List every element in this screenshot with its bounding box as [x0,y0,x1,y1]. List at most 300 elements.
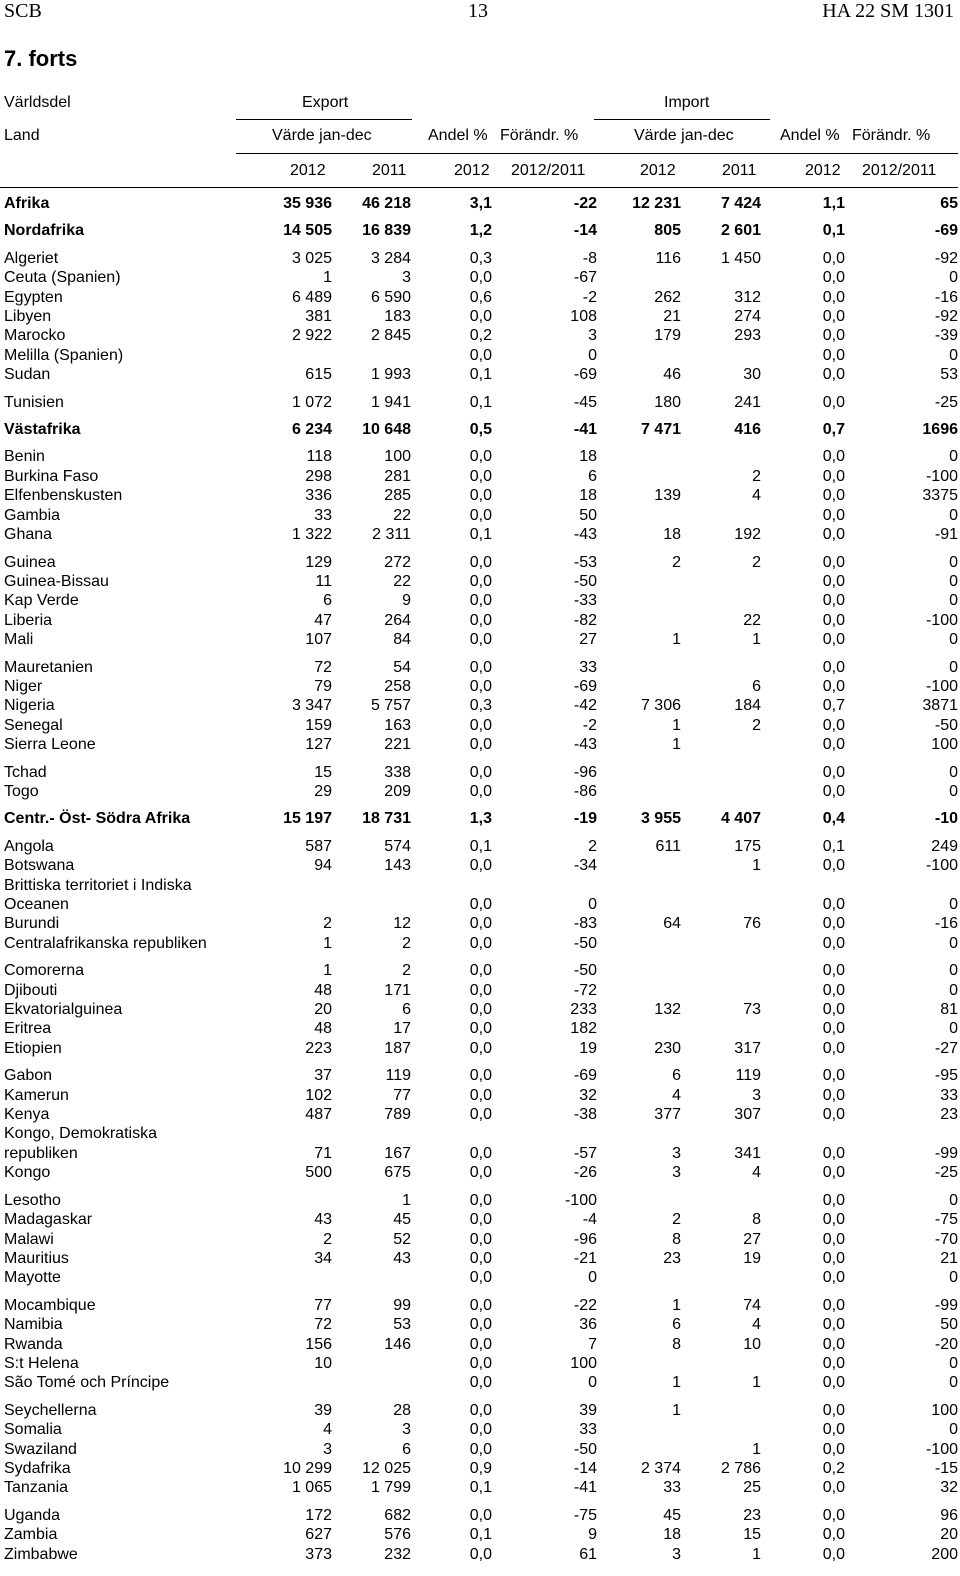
country-name: Kenya [4,1106,50,1124]
value-cell: 183 [384,308,411,326]
value-cell: 338 [384,763,411,781]
value-cell: 2 [752,716,761,734]
table-row [0,506,958,525]
value-cell: 12 025 [362,1459,411,1477]
country-name: Tchad [4,763,47,781]
value-cell: 0,0 [469,981,492,999]
value-cell: 1,3 [469,810,492,828]
value-cell: -25 [934,1164,958,1182]
value-cell: 0,0 [469,467,492,485]
value-cell: 10 648 [362,421,411,439]
country-name: Comorerna [4,962,85,980]
value-cell: 241 [734,393,761,411]
value-cell: 6 [323,592,332,610]
value-cell: -19 [573,810,597,828]
country-name: Ceuta (Spanien) [4,269,121,287]
country-name: Mayotte [4,1269,61,1287]
value-cell: 3 [402,1421,411,1439]
country-name: Libyen [4,308,52,326]
value-cell: 76 [743,915,761,933]
table-row [0,439,958,466]
value-cell: 102 [305,1086,332,1104]
country-name: Oceanen [4,896,69,913]
value-cell: 139 [654,487,681,505]
value-cell: 0,0 [822,269,845,287]
value-cell: 35 936 [283,195,332,212]
value-cell: 373 [305,1545,332,1563]
value-cell: 0,0 [469,1230,492,1248]
value-cell: 0,0 [822,1526,845,1544]
value-cell: 1 [672,1374,681,1392]
value-cell: 0,0 [822,1269,845,1287]
value-cell: 127 [305,736,332,754]
value-cell: -2 [582,288,597,306]
table-row [0,876,958,895]
value-cell [597,876,681,895]
value-cell: 0,3 [469,249,492,267]
value-cell: 52 [393,1230,411,1248]
value-cell: 298 [305,467,332,485]
table-row [0,801,958,828]
value-cell: -22 [573,195,597,212]
table-row [0,326,958,345]
country-name: Elfenbenskusten [4,487,123,505]
value-cell: 45 [393,1211,411,1229]
value-cell: -100 [925,677,958,695]
table-row [0,1249,958,1268]
value-cell: 33 [314,506,332,524]
value-cell: 0,0 [469,448,492,466]
value-cell: 15 [743,1526,761,1544]
year-exp-2011: 2011 [372,162,407,179]
country-name: Mocambique [4,1296,96,1314]
value-cell: 0,0 [469,716,492,734]
country-name: Guinea-Bissau [4,572,109,590]
value-cell: 45 [663,1506,681,1524]
country-name: Eritrea [4,1020,52,1038]
value-cell: 4 [323,1421,332,1439]
value-cell: 39 [314,1401,332,1419]
table-row [0,650,958,677]
value-cell: 0,0 [469,1506,492,1524]
value-cell: 0,0 [469,1067,492,1085]
value-cell: -50 [934,716,958,734]
value-cell [597,611,681,630]
table-row [0,1105,958,1124]
value-cell: 0,0 [822,611,845,629]
table-row [0,545,958,572]
value-cell [332,876,411,895]
value-cell: 249 [931,837,958,855]
value-cell: 0,0 [822,1191,845,1209]
value-cell: -70 [934,1230,958,1248]
value-cell: -43 [573,736,597,754]
value-cell: 17 [393,1020,411,1038]
value-cell: 2 374 [640,1459,681,1477]
value-cell: 159 [305,716,332,734]
value-cell [681,1124,761,1143]
value-cell: 0 [949,1374,958,1392]
table-row [0,1000,958,1019]
value-cell: 3 [588,327,597,345]
header-import: Import [664,94,710,111]
value-cell: 12 231 [632,195,681,212]
value-cell: 1 [402,1191,411,1209]
table-row [0,486,958,505]
value-cell: 0,4 [822,810,845,828]
value-cell: 108 [570,308,597,326]
table-row [0,346,958,365]
value-cell: 0,0 [469,1401,492,1419]
report-id: HA 22 SM 1301 [822,0,954,22]
value-cell: 33 [663,1479,681,1497]
value-cell: 0,0 [469,487,492,505]
value-cell: 209 [384,782,411,800]
value-cell: 0,0 [469,1374,492,1392]
table-row [0,412,958,439]
value-cell: 0,0 [469,1296,492,1314]
value-cell: 381 [305,308,332,326]
table-row [0,1144,958,1163]
value-cell: 34 [314,1249,332,1267]
value-cell: 1 799 [370,1479,411,1497]
value-cell: 262 [654,288,681,306]
value-cell: 0,0 [822,1401,845,1419]
value-cell: 805 [654,222,681,240]
value-cell: 0,0 [822,327,845,345]
table-row [0,194,958,213]
value-cell: 143 [384,857,411,875]
value-cell: 0,0 [822,782,845,800]
value-cell: 107 [305,631,332,649]
table-row [0,1393,958,1420]
value-cell: -100 [564,1191,597,1209]
value-cell: 7 424 [720,195,761,212]
value-cell: -20 [934,1335,958,1353]
value-cell [681,506,761,525]
value-cell: 3 955 [640,810,681,828]
value-cell: 74 [743,1296,761,1314]
country-name: Malawi [4,1230,54,1248]
country-name: Swaziland [4,1440,77,1458]
trade-table [0,194,958,1564]
value-cell: 0,0 [822,346,845,364]
value-cell: 6 [588,467,597,485]
country-name: S:t Helena [4,1354,79,1372]
value-cell: 12 [393,915,411,933]
header-export-andel: Andel % [428,127,488,144]
value-cell: -99 [934,1144,958,1162]
value-cell: 0,0 [469,1001,492,1019]
value-cell: 0,0 [822,572,845,590]
value-cell: 0,0 [469,1354,492,1372]
value-cell [332,1354,411,1373]
value-cell: -16 [934,915,958,933]
value-cell: 18 [579,448,597,466]
country-name: Centr.- Öst- Södra Afrika [4,810,191,828]
year-imp-2012: 2012 [640,162,676,179]
value-cell: 0 [949,1269,958,1287]
value-cell: -42 [573,697,597,715]
value-cell [597,1183,681,1210]
value-cell: 6 [752,677,761,695]
value-cell: 10 [314,1354,332,1372]
table-row [0,467,958,486]
country-name: Egypten [4,288,63,306]
value-cell: 118 [306,448,332,466]
table-row [0,856,958,875]
value-cell: 3 284 [370,249,411,267]
value-cell: 0 [588,896,597,913]
table-row [0,1478,958,1497]
value-cell: 0 [949,269,958,287]
value-cell: 27 [579,631,597,649]
value-cell: 4 [752,1316,761,1334]
value-cell: 7 306 [640,697,681,715]
value-cell: 285 [384,487,411,505]
value-cell: 29 [314,782,332,800]
value-cell [597,467,681,486]
value-cell: -100 [925,467,958,485]
country-name: Benin [4,448,45,466]
value-cell: 0,0 [822,1296,845,1314]
value-cell: -22 [573,1296,597,1314]
value-cell [845,876,958,895]
value-cell: 0 [588,346,597,364]
value-cell: 2 [752,553,761,571]
value-cell: 43 [314,1211,332,1229]
value-cell [597,1440,681,1459]
value-cell: 61 [579,1545,597,1563]
value-cell: 2 [672,1211,681,1229]
value-cell: 100 [570,1354,597,1372]
value-cell: 72 [314,1316,332,1334]
value-cell: 172 [305,1506,332,1524]
table-row [0,1498,958,1525]
header-import-andel: Andel % [780,127,840,144]
value-cell: 0,0 [822,1316,845,1334]
value-cell: 1 [752,631,761,649]
value-cell: 6 489 [291,288,332,306]
value-cell [681,981,761,1000]
value-cell: 36 [579,1316,597,1334]
value-cell: 22 [743,611,761,629]
value-cell: 6 590 [370,288,411,306]
value-cell: 0,0 [469,962,492,980]
value-cell: 180 [654,393,681,411]
value-cell: 9 [402,592,411,610]
value-cell: 18 731 [362,810,411,828]
value-cell [597,1420,681,1439]
value-cell: 0,0 [822,288,845,306]
country-name: Ghana [4,526,53,544]
country-name: Angola [4,837,54,855]
value-cell: 23 [743,1506,761,1524]
value-cell: 10 299 [283,1459,332,1477]
table-row [0,1086,958,1105]
value-cell: 0,0 [822,1506,845,1524]
value-cell: 0 [949,572,958,590]
value-cell: 200 [931,1545,958,1563]
value-cell: 0,3 [469,697,492,715]
value-cell: 0,0 [822,896,845,913]
value-cell [845,1124,958,1143]
value-cell: 0 [949,896,958,913]
value-cell: -8 [582,249,597,267]
country-name: Burkina Faso [4,467,99,485]
value-cell: 0,9 [469,1459,492,1477]
value-cell: 0,0 [469,763,492,781]
value-cell: 312 [734,288,761,306]
value-cell: 0,2 [822,1459,845,1477]
value-cell [238,895,332,914]
country-name: Namibia [4,1316,63,1334]
value-cell: 0,0 [822,448,845,466]
value-cell: 0,0 [469,1191,492,1209]
value-cell: 0,0 [822,467,845,485]
value-cell: 0,1 [469,1526,492,1544]
value-cell: 1,1 [822,195,845,212]
country-name: Senegal [4,716,63,734]
value-cell [597,346,681,365]
value-cell: 3 025 [291,249,332,267]
value-cell: 0,0 [469,677,492,695]
value-cell [597,934,681,953]
value-cell [681,1354,761,1373]
value-cell: 100 [931,1401,958,1419]
year-exp-2012: 2012 [290,162,326,179]
value-cell: 3 [323,1440,332,1458]
value-cell [597,1124,681,1143]
table-row [0,1163,958,1182]
value-cell [597,572,681,591]
value-cell: 0 [949,592,958,610]
value-cell: 1 [752,1545,761,1563]
value-cell: 3 [672,1144,681,1162]
value-cell: -99 [934,1296,958,1314]
value-cell [681,953,761,980]
country-name: Lesotho [4,1191,61,1209]
value-cell: 0,0 [469,1164,492,1182]
value-cell: 21 [940,1249,958,1267]
value-cell: 156 [305,1335,332,1353]
value-cell: 272 [384,553,411,571]
country-name: Ekvatorialguinea [4,1001,123,1019]
value-cell: 171 [384,981,411,999]
value-cell [597,677,681,696]
value-cell: 39 [579,1401,597,1419]
value-cell [597,506,681,525]
value-cell: 0,0 [469,611,492,629]
country-name: Djibouti [4,981,58,999]
value-cell: 79 [314,677,332,695]
value-cell: 4 407 [720,810,761,828]
country-name: Guinea [4,553,56,571]
value-cell: -69 [573,677,597,695]
value-cell: 0,0 [822,1039,845,1057]
value-cell: 0,0 [469,1335,492,1353]
value-cell: -43 [573,526,597,544]
table-row [0,696,958,715]
table-row [0,1440,958,1459]
value-cell: 0,1 [469,837,492,855]
value-cell: 1 [672,1401,681,1419]
value-cell: 487 [305,1106,332,1124]
value-cell: 1696 [922,421,958,439]
value-cell: 53 [940,366,958,384]
table-row [0,934,958,953]
page-number: 13 [468,0,488,22]
value-cell: 18 [579,487,597,505]
value-cell [597,1268,681,1287]
value-cell: 8 [672,1230,681,1248]
country-name: Rwanda [4,1335,63,1353]
value-cell: -45 [573,393,597,411]
value-cell: 1 [323,962,332,980]
value-cell: 1 [672,1296,681,1314]
value-cell: 0,0 [822,1020,845,1038]
value-cell: -95 [934,1067,958,1085]
value-cell: 0 [949,553,958,571]
value-cell: 0,0 [822,393,845,411]
value-cell: 627 [305,1526,332,1544]
value-cell: 116 [655,249,681,267]
value-cell: 2 786 [720,1459,761,1477]
value-cell: 223 [305,1039,332,1057]
value-cell: 0 [949,1354,958,1372]
value-cell: 22 [393,572,411,590]
value-cell: -38 [573,1106,597,1124]
value-cell: 2 [402,962,411,980]
value-cell: 7 [588,1335,597,1353]
value-cell: -82 [573,611,597,629]
value-cell [681,439,761,466]
value-cell [238,1124,332,1143]
country-name: Gabon [4,1067,53,1085]
value-cell: 2 [672,553,681,571]
value-cell: -39 [934,327,958,345]
value-cell [681,895,761,914]
value-cell: 167 [384,1144,411,1162]
country-name: Botswana [4,857,75,875]
table-row [0,755,958,782]
year-imp-andel: 2012 [805,162,841,179]
table-row [0,735,958,754]
value-cell: 129 [305,553,332,571]
value-cell: 53 [393,1316,411,1334]
value-cell: -57 [573,1144,597,1162]
value-cell: 119 [385,1067,411,1085]
value-cell: 33 [579,1421,597,1439]
value-cell: 232 [384,1545,411,1563]
value-cell: 19 [743,1249,761,1267]
value-cell: 0,0 [822,857,845,875]
country-name: Sydafrika [4,1459,71,1477]
value-cell: 0,0 [822,592,845,610]
value-cell: -75 [934,1211,958,1229]
value-cell [411,1124,492,1143]
value-cell: -53 [573,553,597,571]
value-cell: 0,0 [822,1545,845,1563]
table-row [0,1058,958,1085]
value-cell: 32 [940,1479,958,1497]
value-cell: 0,0 [822,763,845,781]
value-cell: 0,1 [469,526,492,544]
value-cell: -50 [573,962,597,980]
table-row [0,572,958,591]
value-cell: 0,0 [822,1479,845,1497]
country-name: Afrika [4,195,50,212]
